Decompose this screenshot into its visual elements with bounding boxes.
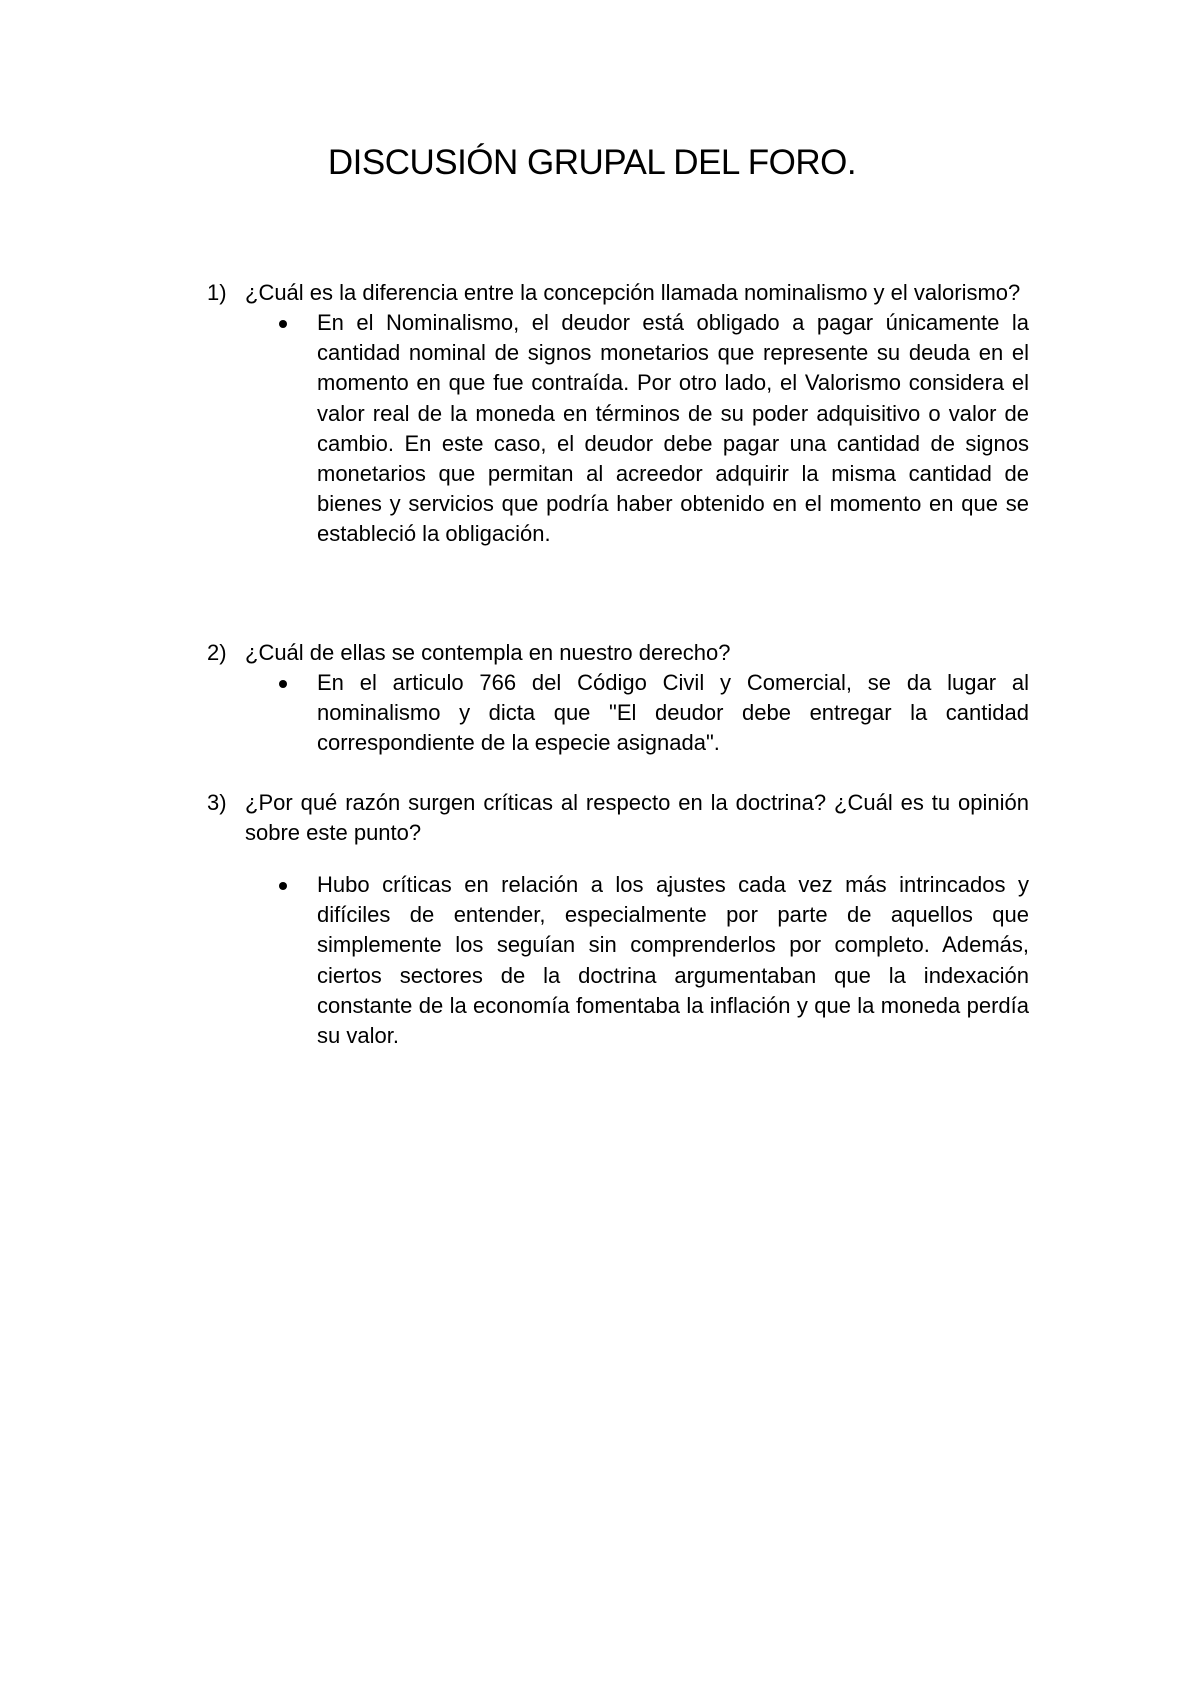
question-text-1: ¿Cuál es la diferencia entre la concepción llamada nominalismo y el valorismo? (245, 280, 1021, 305)
answer-text-2: En el articulo 766 del Código Civil y Comercial, se da lugar al nominalismo y dicta que "El deudor debe entregar la cantidad correspondiente de la especie asignada". (317, 670, 1029, 756)
question-3 (207, 788, 1029, 848)
question-text-2: ¿Cuál de ellas se contempla en nuestro derecho? (245, 640, 731, 665)
bullet-icon (279, 320, 287, 328)
question-text-3: ¿Por qué razón surgen críticas al respecto en la doctrina? ¿Cuál es tu opinión sobre este punto? (245, 790, 1029, 845)
answer-text-1: En el Nominalismo, el deudor está obligado a pagar únicamente la cantidad nominal de signos monetarios que represente su deuda en el momento en que fue contraída. Por otro lado, el Valorismo considera el valor real de la moneda en términos de su poder adquisitivo o valor de cambio. En este caso, el deudor debe pagar una cantidad de signos monetarios que permitan al acreedor adquirir la misma cantidad de bienes y servicios que podría haber obtenido en el momento en que se estableció la obligación. (317, 310, 1029, 547)
question-2 (207, 638, 1029, 668)
question-item-3 (207, 788, 1029, 1051)
question-number-1: 1) (207, 280, 227, 305)
question-1 (207, 278, 1029, 308)
answer-3 (207, 870, 1029, 1051)
page-title-text: DISCUSIÓN GRUPAL DEL FORO. (327, 143, 857, 182)
answer-2 (207, 668, 1029, 759)
question-item-1 (207, 278, 1029, 550)
answer-text-3: Hubo críticas en relación a los ajustes cada vez más intrincados y difíciles de entender, especialmente por parte de aquellos que simplemente los seguían sin comprenderlos por completo. Además, ciertos sectores de la doctrina argumentaban que la indexación constante de la economía fomentaba la inflación y que la moneda perdía su valor. (317, 872, 1029, 1049)
answer-1 (207, 308, 1029, 550)
question-item-2 (207, 638, 1029, 759)
page-title (0, 143, 1200, 183)
question-number-3: 3) (207, 790, 227, 815)
question-number-2: 2) (207, 640, 227, 665)
bullet-icon (279, 680, 287, 688)
bullet-icon (279, 882, 287, 890)
